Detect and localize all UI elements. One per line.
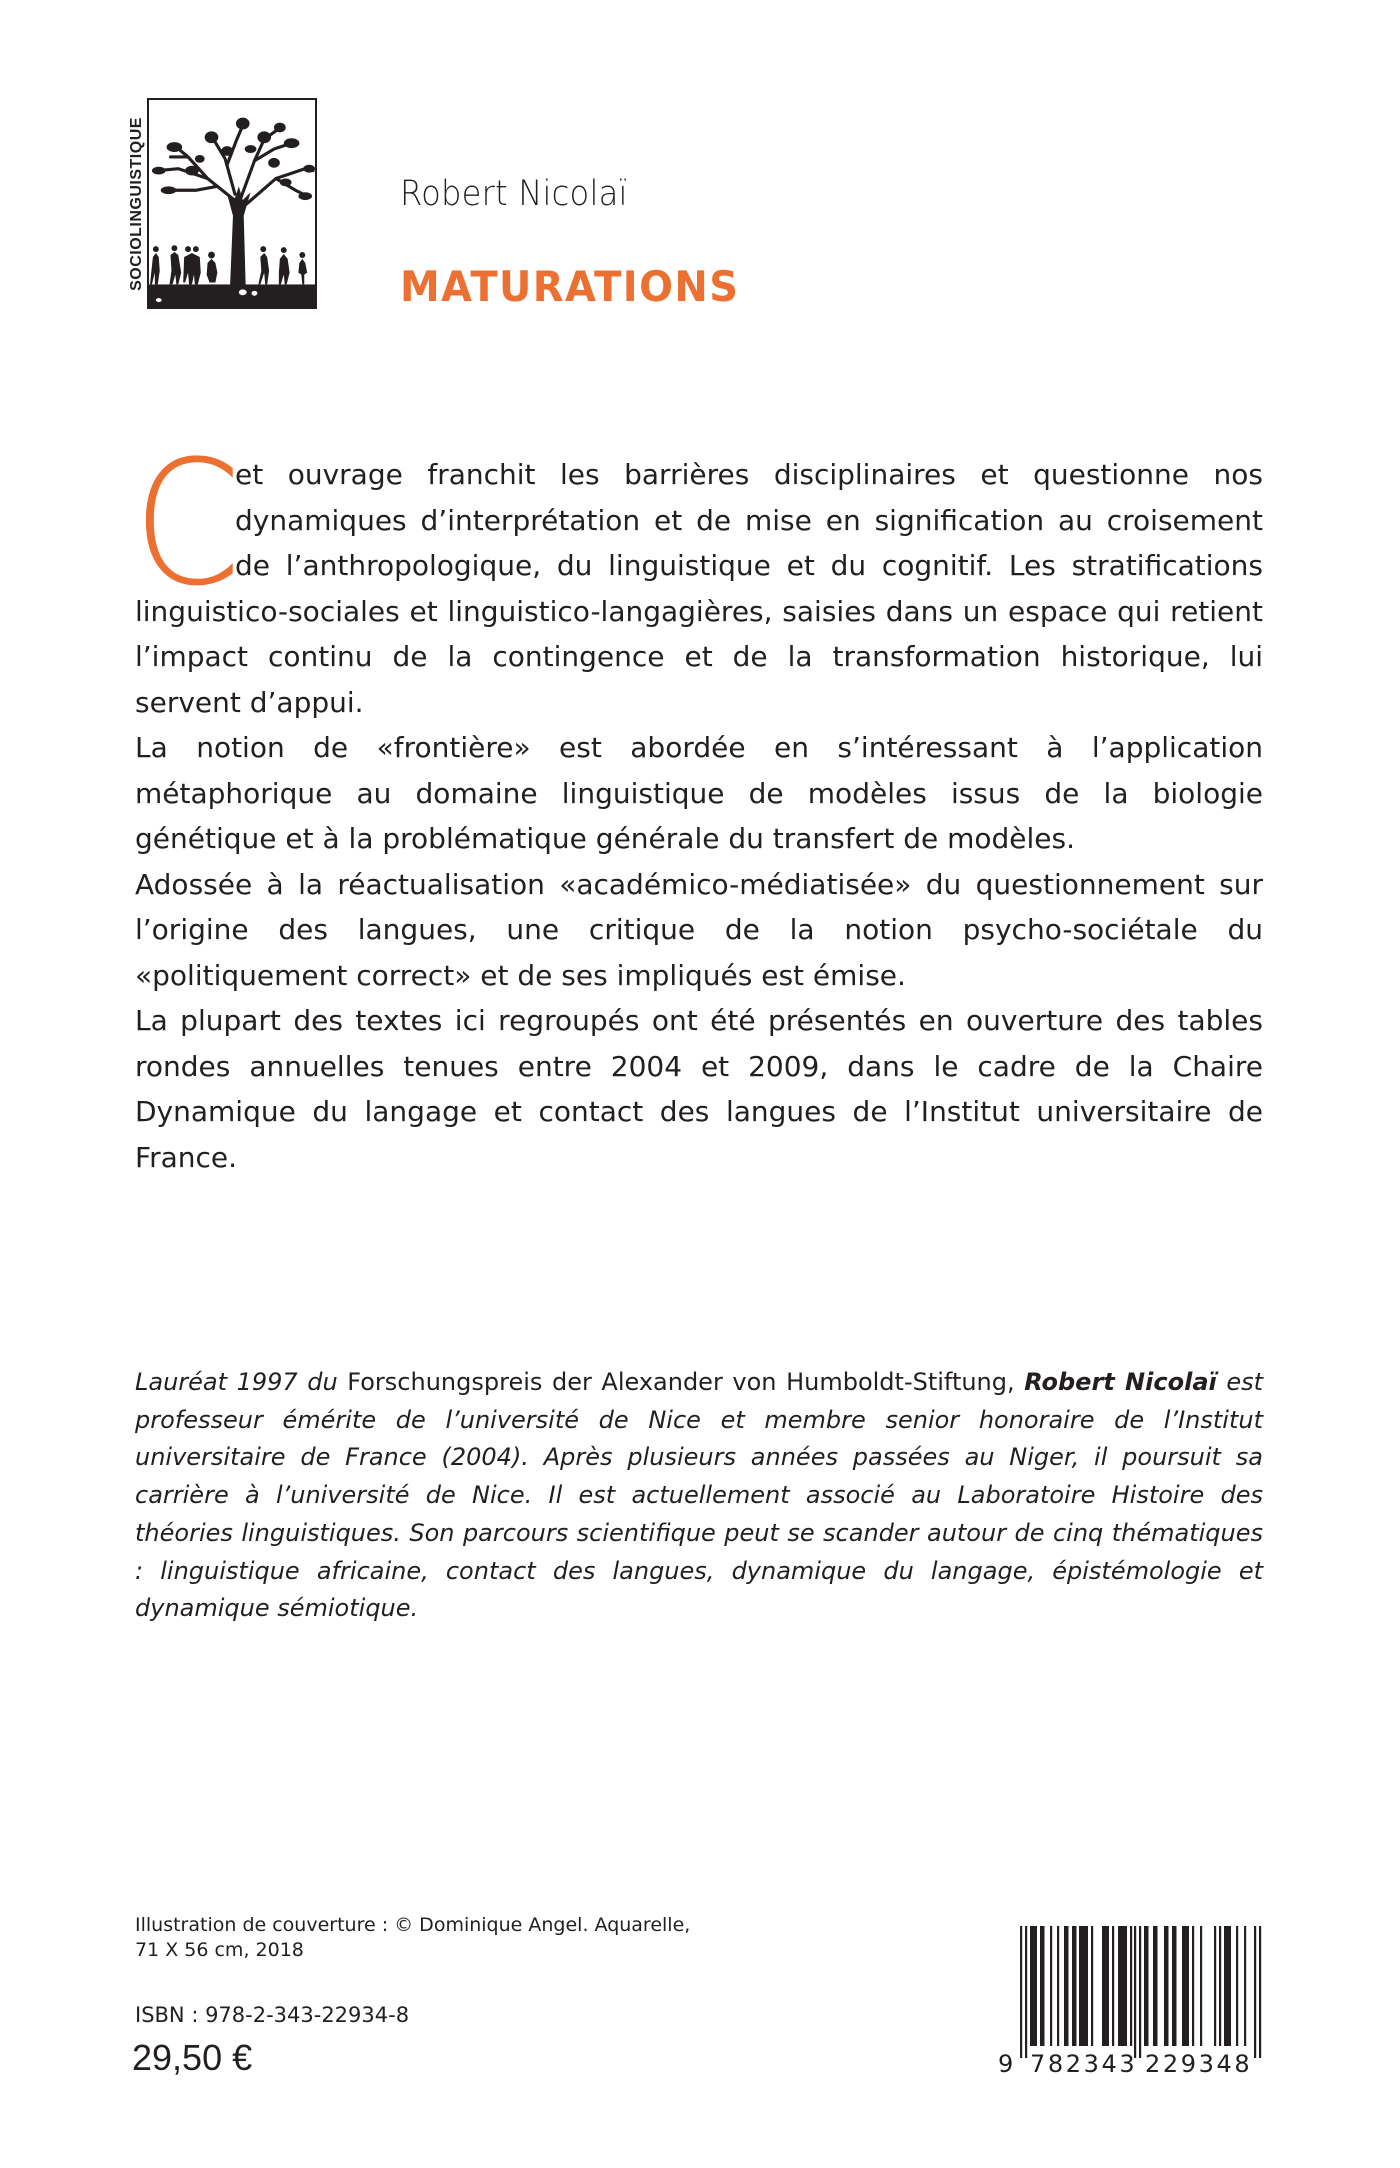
- bio-author-name: Robert Nicolaï: [1024, 1368, 1217, 1396]
- bio-body: est professeur émérite de l’université de Nice et membre senior honoraire de l’Institut universitaire de France (2004). Après plusieurs années passées au Niger, il poursuit sa carrière à l’université de Nice. Il est actuellement associé au Laboratoire Histoire des théories linguistiques. Son parcours scientifique peut se scander autour de cinq thématiques : linguistique africaine, contact des langues, dynamique du langage, épistémologie et dynamique sémiotique.: [135, 1368, 1264, 1623]
- drop-cap: C: [133, 423, 242, 624]
- blurb-paragraph: La notion de «frontière» est abordée en s’intéressant à l’application métaphorique au domaine linguistique de modèles issus de la biologie génétique et à la problématique générale du transfert de modèles.: [135, 731, 1263, 855]
- barcode-digits-left: 782343: [1030, 2050, 1138, 2078]
- credit-line-1: Illustration de couverture : © Dominique Angel. Aquarelle,: [135, 1914, 691, 1936]
- book-title: MATURATIONS: [400, 262, 740, 311]
- barcode-icon: [998, 1926, 1268, 2078]
- credit-line-2: 71 X 56 cm, 2018: [135, 1939, 304, 1961]
- barcode-digits-right: 229348: [1145, 2050, 1253, 2078]
- series-label-text: SOCIOLINGUISTIQUE: [128, 116, 145, 291]
- blurb-paragraph-text: et ouvrage franchit les barrières disciplinaires et questionne nos dynamiques d’interprétation et de mise en signification au croisement de l’anthropologique, du linguistique et du cognitif. Les stratifications linguistico-sociales et linguistico-langagières, saisies dans un espace qui retient l’impact continu de la contingence et de la transformation historique, lui servent d’appui.: [135, 458, 1263, 719]
- isbn: ISBN : 978-2-343-22934-8: [135, 2003, 410, 2027]
- series-logo-icon: [147, 98, 317, 309]
- blurb-paragraph: Adossée à la réactualisation «académico-médiatisée» du questionnement sur l’origine des langues, une critique de la notion psycho-sociétale du «politiquement correct» et de ses impliqués est émise.: [135, 867, 1263, 992]
- author-name: Robert Nicolaï: [400, 174, 628, 214]
- tree-logo-icon: [149, 100, 315, 307]
- author-bio-paragraph: [135, 1364, 1263, 1628]
- ean13-barcode: [998, 1926, 1268, 2078]
- back-cover-blurb: [133, 423, 1263, 1180]
- bio-intro: Lauréat 1997 du: [135, 1368, 348, 1396]
- series-label: [126, 98, 148, 309]
- barcode-digit-first: 9: [998, 2050, 1014, 2078]
- illustration-credit: [135, 1913, 690, 1963]
- author-bio: [135, 1364, 1263, 1628]
- blurb-paragraph: [133, 423, 1263, 725]
- bio-prize: Forschungspreis der Alexander von Humboldt-Stiftung,: [347, 1368, 1025, 1396]
- price: 29,50 €: [132, 2037, 253, 2078]
- blurb-paragraph: La plupart des textes ici regroupés ont été présentés en ouverture des tables rondes annuelles tenues entre 2004 et 2009, dans le cadre de la Chaire Dynamique du langage et contact des langues de l’Institut universitaire de France.: [135, 1004, 1263, 1174]
